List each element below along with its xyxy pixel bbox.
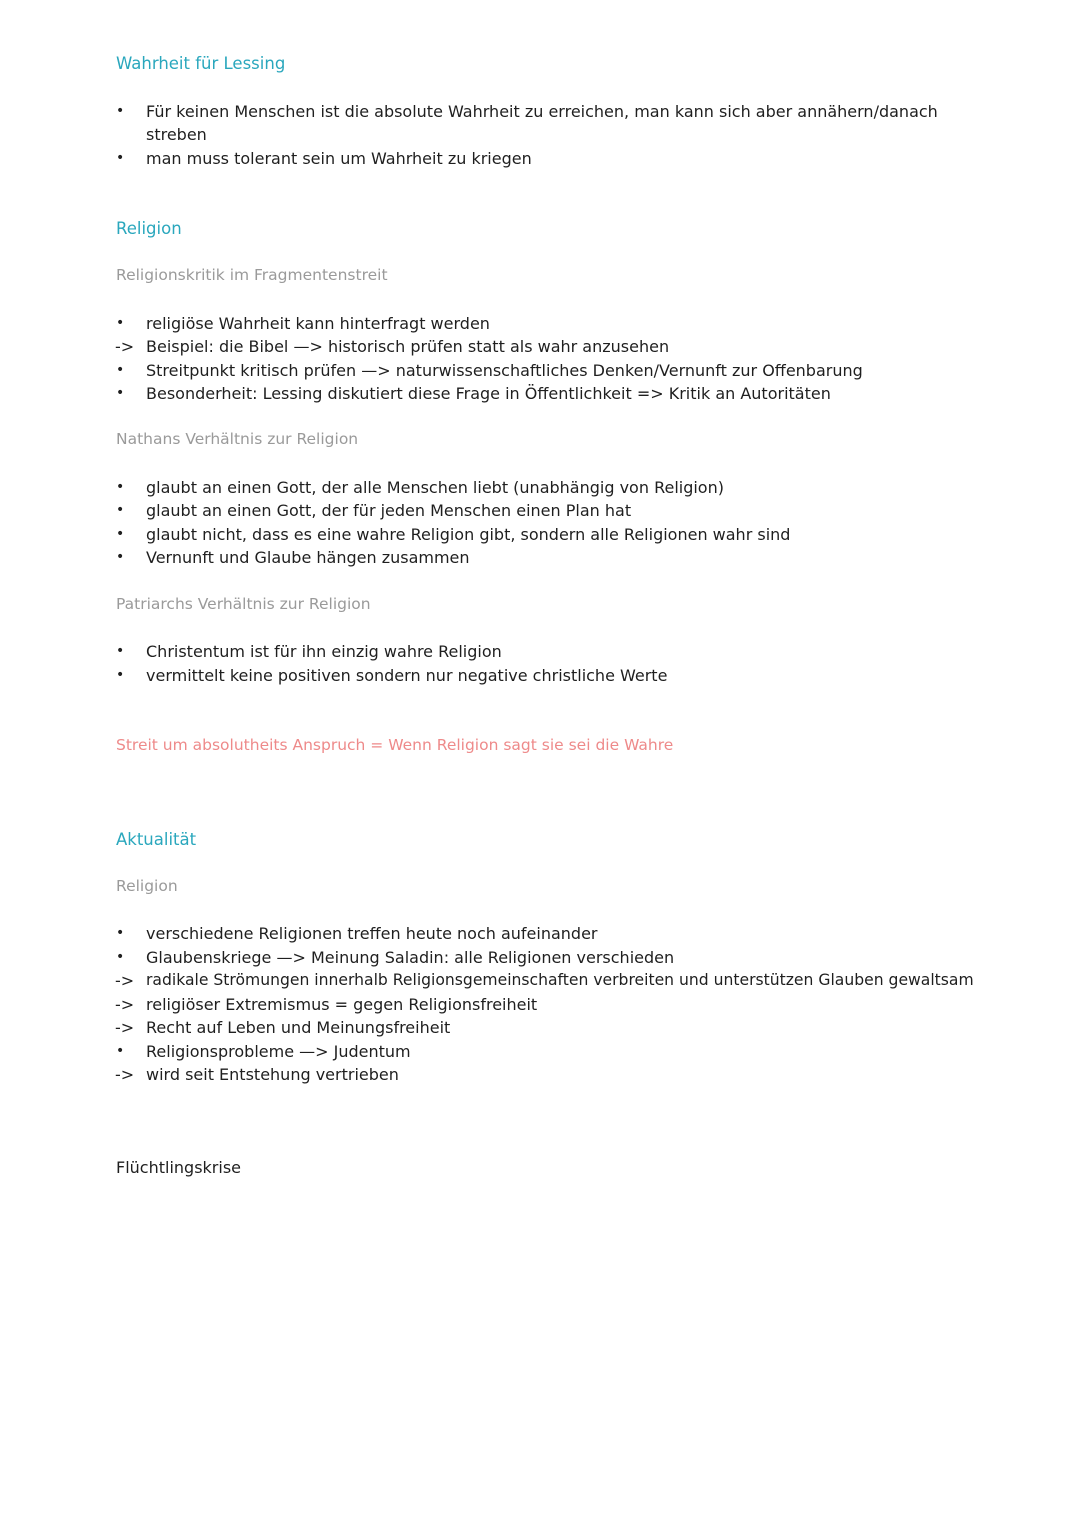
list-item-text: Recht auf Leben und Meinungsfreiheit [146,1018,451,1037]
heading-wahrheit: Wahrheit für Lessing [116,54,286,73]
list-item-text: Beispiel: die Bibel —> historisch prüfen statt als wahr anzusehen [146,337,670,356]
list-item-text: glaubt nicht, dass es eine wahre Religion gibt, sondern alle Religionen wahr sind [146,525,791,544]
list-item-text: Vernunft und Glaube hängen zusammen [146,548,470,567]
list-item-text: Christentum ist für ihn einzig wahre Religion [146,642,502,661]
subheading-religionskritik: Religionskritik im Fragmentenstreit [116,266,388,284]
list-item-text: wird seit Entstehung vertrieben [146,1065,399,1084]
arrow-marker: -> [115,337,135,356]
bullet-marker: • [116,315,125,331]
arrow-marker: -> [115,971,135,990]
bullet-marker: • [116,643,125,659]
list-item-text: verschiedene Religionen treffen heute noch aufeinander [146,924,598,943]
heading-religion: Religion [116,219,182,238]
bullet-marker: • [116,949,125,965]
bullet-marker: • [116,502,125,518]
bullet-marker: • [116,667,125,683]
list-item-text: Religionsprobleme —> Judentum [146,1042,411,1061]
list-item-text: streben [146,125,207,144]
bullet-marker: • [116,103,125,119]
heading-aktualitaet: Aktualität [116,830,197,849]
arrow-marker: -> [115,1065,135,1084]
list-item-text: man muss tolerant sein um Wahrheit zu kriegen [146,149,532,168]
subheading-fluechtlingskrise: Flüchtlingskrise [116,1158,241,1177]
list-item-text: Besonderheit: Lessing diskutiert diese Frage in Öffentlichkeit => Kritik an Autoritäten [146,384,831,403]
list-item-text: radikale Strömungen innerhalb Religionsgemeinschaften verbreiten und unterstützen Glauben gewaltsam [146,971,974,989]
list-item-text: religiöser Extremismus = gegen Religionsfreiheit [146,995,538,1014]
arrow-marker: -> [115,995,135,1014]
list-item-text: Glaubenskriege —> Meinung Saladin: alle Religionen verschieden [146,948,675,967]
subheading-nathan: Nathans Verhältnis zur Religion [116,430,359,448]
list-item-text: religiöse Wahrheit kann hinterfragt werden [146,314,490,333]
list-item-text: glaubt an einen Gott, der alle Menschen liebt (unabhängig von Religion) [146,478,724,497]
bullet-marker: • [116,925,125,941]
bullet-marker: • [116,385,125,401]
list-item-text: vermittelt keine positiven sondern nur negative christliche Werte [146,666,668,685]
bullet-marker: • [116,526,125,542]
note-absolutheitsanspruch: Streit um absolutheits Anspruch = Wenn Religion sagt sie sei die Wahre [116,736,674,754]
bullet-marker: • [116,549,125,565]
bullet-marker: • [116,479,125,495]
list-item-text: Für keinen Menschen ist die absolute Wahrheit zu erreichen, man kann sich aber annähern/danach [146,102,938,121]
bullet-marker: • [116,1043,125,1059]
list-item-text: Streitpunkt kritisch prüfen —> naturwissenschaftliches Denken/Vernunft zur Offenbarung [146,361,863,380]
bullet-marker: • [116,362,125,378]
list-item-text: glaubt an einen Gott, der für jeden Menschen einen Plan hat [146,501,632,520]
subheading-patriarch: Patriarchs Verhältnis zur Religion [116,595,371,613]
bullet-marker: • [116,150,125,166]
subheading-religion: Religion [116,877,178,895]
arrow-marker: -> [115,1018,135,1037]
